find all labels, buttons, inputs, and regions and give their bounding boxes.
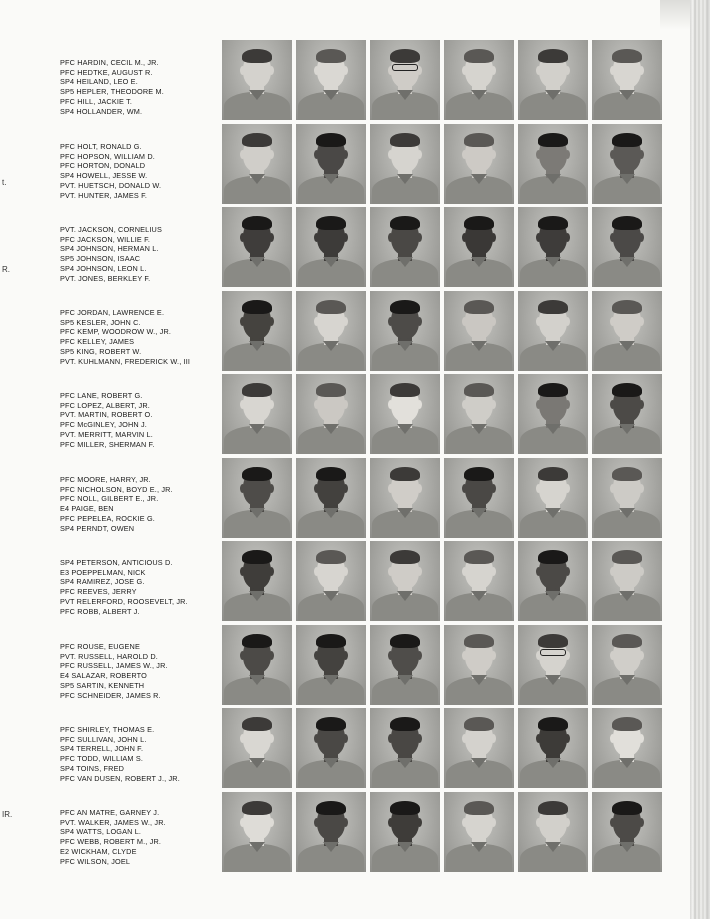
soldier-name: PFC MOORE, HARRY, JR. [60, 475, 151, 484]
portrait-photo [518, 792, 588, 872]
portrait-photo [370, 207, 440, 287]
portrait-photo [518, 40, 588, 120]
soldier-name: PVT. JONES, BERKLEY F. [60, 273, 151, 283]
soldier-name: PVT. MERRITT, MARVIN L. [60, 429, 153, 439]
soldier-name: PFC LANE, ROBERT G. [60, 391, 143, 400]
portrait-photo [518, 458, 588, 538]
portrait-photo [518, 708, 588, 788]
margin-mark: t. [2, 178, 7, 187]
photo-row [222, 124, 662, 204]
portrait-photo [518, 625, 588, 705]
portrait-photo [592, 291, 662, 371]
portrait-photo [592, 625, 662, 705]
photo-row [222, 458, 662, 538]
soldier-name: E2 WICKHAM, CLYDE [60, 846, 137, 856]
name-list [60, 558, 188, 616]
soldier-name: SP4 JOHNSON, LEON L. [60, 263, 147, 273]
soldier-name: PFC REEVES, JERRY [60, 587, 137, 597]
portrait-photo [296, 541, 366, 621]
soldier-name: SP4 HEILAND, LEO E. [60, 77, 138, 87]
margin-mark: IR. [2, 810, 13, 819]
soldier-name: PFC JORDAN, LAWRENCE E. [60, 308, 165, 317]
soldier-name: PFC JACKSON, WILLIE F. [60, 234, 151, 244]
soldier-name: PVT. WALKER, JAMES W., JR. [60, 817, 166, 827]
photo-row [222, 374, 662, 454]
portrait-photo [444, 708, 514, 788]
portrait-photo [222, 374, 292, 454]
portrait-photo [518, 207, 588, 287]
portrait-photo [222, 625, 292, 705]
name-list [60, 142, 161, 200]
portrait-photo [222, 207, 292, 287]
soldier-name: PVT RELERFORD, ROOSEVELT, JR. [60, 596, 188, 606]
soldier-name: PFC AN MATRE, GARNEY J. [60, 808, 160, 817]
soldier-name: PFC TODD, WILLIAM S. [60, 754, 144, 764]
portrait-photo [444, 792, 514, 872]
soldier-name: E4 SALAZAR, ROBERTO [60, 671, 147, 681]
soldier-name: SP4 TOINS, FRED [60, 763, 125, 773]
soldier-name: PFC HILL, JACKIE T. [60, 96, 133, 106]
portrait-photo [296, 207, 366, 287]
portrait-photo [222, 291, 292, 371]
soldier-name: PFC ROUSE, EUGENE [60, 642, 140, 651]
soldier-name: PFC HOPSON, WILLIAM D. [60, 151, 155, 161]
portrait-photo [222, 541, 292, 621]
portrait-photo [296, 374, 366, 454]
soldier-name: SP4 TERRELL, JOHN F. [60, 744, 144, 754]
portrait-photo [370, 792, 440, 872]
soldier-name: PFC KEMP, WOODROW W., JR. [60, 327, 172, 337]
soldier-name: PFC NOLL, GILBERT E., JR. [60, 494, 159, 504]
portrait-photo [444, 374, 514, 454]
portrait-photo [296, 458, 366, 538]
margin-mark: R. [2, 265, 10, 274]
name-list [60, 725, 180, 783]
portrait-photo [296, 291, 366, 371]
portrait-photo [592, 541, 662, 621]
soldier-name: SP4 PERNDT, OWEN [60, 523, 135, 533]
soldier-name: PFC MILLER, SHERMAN F. [60, 439, 155, 449]
portrait-photo [444, 124, 514, 204]
soldier-name: PFC RUSSELL, JAMES W., JR. [60, 661, 168, 671]
soldier-name: PFC VAN DUSEN, ROBERT J., JR. [60, 773, 180, 783]
portrait-photo [296, 40, 366, 120]
portrait-photo [222, 458, 292, 538]
soldier-name: PFC SCHNEIDER, JAMES R. [60, 690, 161, 700]
name-list [60, 308, 190, 366]
portrait-photo [444, 458, 514, 538]
soldier-name: PVT. JACKSON, CORNELIUS [60, 225, 162, 234]
soldier-name: E4 PAIGE, BEN [60, 504, 114, 514]
soldier-name: SP4 HOLLANDER, WM. [60, 106, 143, 116]
soldier-name: SP4 WATTS, LOGAN L. [60, 827, 142, 837]
soldier-name: PVT. MARTIN, ROBERT O. [60, 410, 153, 420]
portrait-photo [296, 124, 366, 204]
soldier-name: PFC WEBB, ROBERT M., JR. [60, 837, 162, 847]
portrait-photo [222, 124, 292, 204]
book-spine [690, 0, 710, 919]
portrait-photo [370, 458, 440, 538]
portrait-photo [592, 40, 662, 120]
soldier-name: SP4 PETERSON, ANTICIOUS D. [60, 558, 173, 567]
soldier-name: PFC NICHOLSON, BOYD E., JR. [60, 484, 173, 494]
photo-row [222, 541, 662, 621]
portrait-photo [370, 124, 440, 204]
name-list [60, 225, 162, 283]
soldier-name: SP4 RAMIREZ, JOSE G. [60, 577, 145, 587]
portrait-photo [518, 124, 588, 204]
photo-row [222, 708, 662, 788]
soldier-name: PFC PEPELEA, ROCKIE G. [60, 513, 155, 523]
portrait-photo [370, 541, 440, 621]
page-curl [660, 0, 690, 30]
soldier-name: PFC SHIRLEY, THOMAS E. [60, 725, 155, 734]
name-list [60, 391, 155, 449]
soldier-name: SP5 KESLER, JOHN C. [60, 317, 141, 327]
portrait-photo [518, 291, 588, 371]
soldier-name: PVT. KUHLMANN, FREDERICK W., III [60, 356, 191, 366]
photo-row [222, 291, 662, 371]
soldier-name: SP4 HOWELL, JESSE W. [60, 171, 148, 181]
photo-row [222, 40, 662, 120]
soldier-name: SP5 HEPLER, THEODORE M. [60, 87, 164, 97]
portrait-photo [444, 207, 514, 287]
soldier-name: PFC WILSON, JOEL [60, 856, 131, 866]
portrait-photo [592, 708, 662, 788]
soldier-name: PFC McGINLEY, JOHN J. [60, 420, 147, 430]
portrait-photo [444, 291, 514, 371]
portrait-photo [222, 40, 292, 120]
soldier-name: PFC HARDIN, CECIL M., JR. [60, 58, 159, 67]
soldier-name: SP5 JOHNSON, ISAAC [60, 254, 141, 264]
soldier-name: PFC HEDTKE, AUGUST R. [60, 67, 153, 77]
soldier-name: SP4 JOHNSON, HERMAN L. [60, 244, 159, 254]
portrait-photo [296, 625, 366, 705]
name-list [60, 475, 173, 533]
portrait-photo [370, 291, 440, 371]
photo-row [222, 625, 662, 705]
photo-row [222, 792, 662, 872]
soldier-name: PFC LOPEZ, ALBERT, JR. [60, 400, 150, 410]
portrait-photo [370, 708, 440, 788]
portrait-photo [592, 374, 662, 454]
soldier-name: PFC HOLT, RONALD G. [60, 142, 142, 151]
portrait-photo [296, 792, 366, 872]
portrait-photo [370, 374, 440, 454]
name-list [60, 642, 168, 700]
portrait-photo [518, 541, 588, 621]
portrait-photo [592, 207, 662, 287]
soldier-name: E3 POEPPELMAN, NICK [60, 567, 146, 577]
soldier-name: PFC HORTON, DONALD [60, 161, 146, 171]
soldier-name: PVT. RUSSELL, HAROLD D. [60, 651, 158, 661]
portrait-photo [370, 625, 440, 705]
portrait-photo [592, 124, 662, 204]
portrait-photo [444, 40, 514, 120]
portrait-photo [518, 374, 588, 454]
portrait-photo [370, 40, 440, 120]
portrait-photo [296, 708, 366, 788]
portrait-photo [592, 458, 662, 538]
soldier-name: PFC SULLIVAN, JOHN L. [60, 734, 147, 744]
soldier-name: SP5 SARTIN, KENNETH [60, 680, 145, 690]
portrait-photo [222, 708, 292, 788]
name-list [60, 808, 166, 866]
soldier-name: PVT. HUETSCH, DONALD W. [60, 180, 162, 190]
portrait-photo [444, 625, 514, 705]
soldier-name: PFC KELLEY, JAMES [60, 337, 135, 347]
portrait-photo [222, 792, 292, 872]
soldier-name: PVT. HUNTER, JAMES F. [60, 190, 148, 200]
name-list [60, 58, 164, 116]
soldier-name: PFC ROBB, ALBERT J. [60, 606, 140, 616]
photo-row [222, 207, 662, 287]
soldier-name: SP5 KING, ROBERT W. [60, 346, 142, 356]
portrait-photo [444, 541, 514, 621]
portrait-photo [592, 792, 662, 872]
